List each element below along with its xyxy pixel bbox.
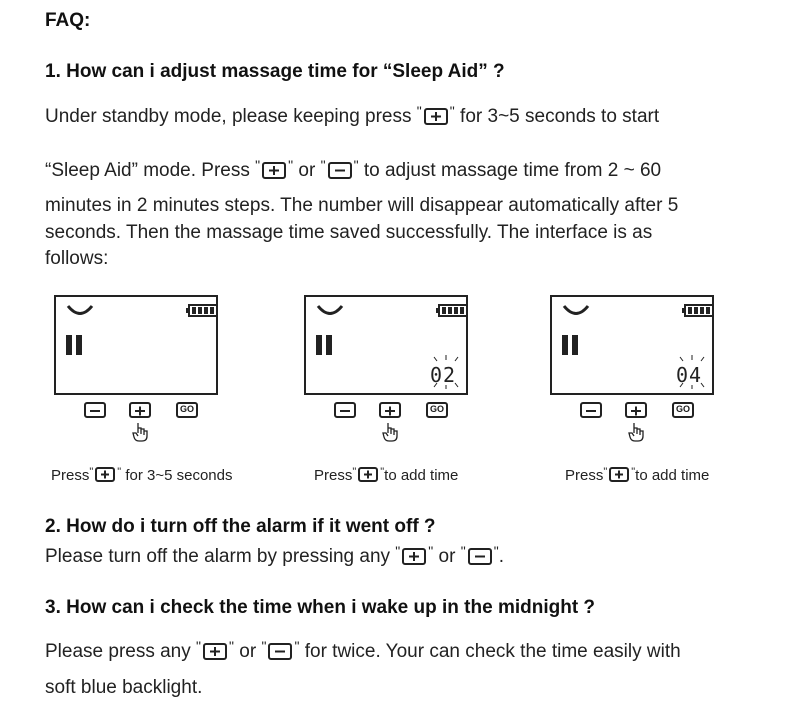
q3-line1-text-b: or	[239, 641, 257, 662]
q3-line1-text-c: for twice. Your can check the time easily with	[304, 641, 681, 662]
lcd-screen	[550, 295, 714, 395]
lcd-minutes-display: 04	[676, 363, 703, 387]
plus-button-icon	[203, 643, 227, 660]
pointing-hand-icon	[381, 421, 401, 443]
minus-button-icon	[580, 402, 602, 418]
lcd-screen	[304, 295, 468, 395]
q1-line1: Under standby mode, please keeping press " " for 3~5 seconds to start	[45, 103, 660, 127]
go-label: GO	[180, 404, 195, 414]
plus-button-icon	[402, 548, 426, 565]
minus-button-icon	[468, 548, 492, 565]
panel1-caption-b: for 3~5 seconds	[125, 467, 233, 484]
lcd-screen	[54, 295, 218, 395]
panel1-caption: Press" " for 3~5 seconds	[51, 466, 233, 484]
panel2-caption-b: to add time	[384, 467, 459, 484]
q3-line1-text-a: Please press any	[45, 641, 191, 662]
go-button-icon	[176, 402, 198, 418]
q1-line3: minutes in 2 minutes steps. The number will disappear automatically after 5	[45, 195, 679, 216]
battery-icon	[682, 305, 712, 316]
panel2-caption-a: Press	[314, 467, 353, 484]
q1-line1-text-a: Under standby mode, please keeping press	[45, 106, 412, 127]
device-panel-3	[548, 295, 798, 455]
faq-title: FAQ:	[45, 10, 91, 31]
lcd-minutes-display: 02	[430, 363, 457, 387]
q2-line1-text-b: or	[438, 546, 456, 567]
panel3-caption-a: Press	[565, 467, 604, 484]
panel3-caption: Press" "to add time	[565, 466, 710, 484]
minus-button-icon	[334, 402, 356, 418]
q1-line2-text-a: “Sleep Aid” mode. Press	[45, 160, 250, 181]
plus-button-icon	[262, 162, 286, 179]
pause-icon	[66, 335, 82, 355]
pause-icon	[316, 335, 332, 355]
plus-button-icon	[609, 467, 629, 482]
battery-icon	[186, 305, 216, 316]
device-panel-2	[302, 295, 552, 455]
plus-button-icon	[424, 108, 448, 125]
q1-line4: seconds. Then the massage time saved successfully. The interface is as	[45, 222, 653, 243]
q2-line1: Please turn off the alarm by pressing any " " or " ".	[45, 543, 504, 567]
q1-line2-text-b: or	[298, 160, 316, 181]
pointing-hand-icon	[627, 421, 647, 443]
pause-icon	[562, 335, 578, 355]
pointing-hand-icon	[131, 421, 151, 443]
plus-button-icon	[379, 402, 401, 418]
device-panel-1	[52, 295, 302, 455]
q3-line2: soft blue backlight.	[45, 677, 203, 698]
plus-button-icon	[625, 402, 647, 418]
plus-button-icon	[95, 467, 115, 482]
panel2-caption: Press" "to add time	[314, 466, 459, 484]
moon-icon	[68, 306, 92, 314]
minus-button-icon	[328, 162, 352, 179]
q3-heading: 3. How can i check the time when i wake up in the midnight ?	[45, 597, 596, 618]
q3-line1: Please press any " " or " " for twice. Your can check the time easily with	[45, 638, 681, 662]
panel3-caption-b: to add time	[635, 467, 710, 484]
moon-icon	[564, 306, 588, 314]
q1-line2: “Sleep Aid” mode. Press " " or " " to adjust massage time from 2 ~ 60	[45, 157, 662, 181]
go-button-icon	[672, 402, 694, 418]
plus-button-icon	[358, 467, 378, 482]
q1-line1-text-b: for 3~5 seconds to start	[460, 106, 660, 127]
battery-icon	[436, 305, 466, 316]
minus-button-icon	[84, 402, 106, 418]
q2-line1-text-c: .	[498, 546, 504, 567]
moon-icon	[318, 306, 342, 314]
go-label: GO	[676, 404, 691, 414]
q2-heading: 2. How do i turn off the alarm if it went off ?	[45, 516, 436, 537]
panel1-caption-a: Press	[51, 467, 90, 484]
q1-line2-text-c: to adjust massage time from 2 ~ 60	[363, 160, 662, 181]
plus-button-icon	[129, 402, 151, 418]
q2-line1-text-a: Please turn off the alarm by pressing any	[45, 546, 391, 567]
q1-line5: follows:	[45, 248, 109, 269]
q1-heading: 1. How can i adjust massage time for “Sleep Aid” ?	[45, 61, 505, 82]
minus-button-icon	[268, 643, 292, 660]
go-label: GO	[430, 404, 445, 414]
go-button-icon	[426, 402, 448, 418]
